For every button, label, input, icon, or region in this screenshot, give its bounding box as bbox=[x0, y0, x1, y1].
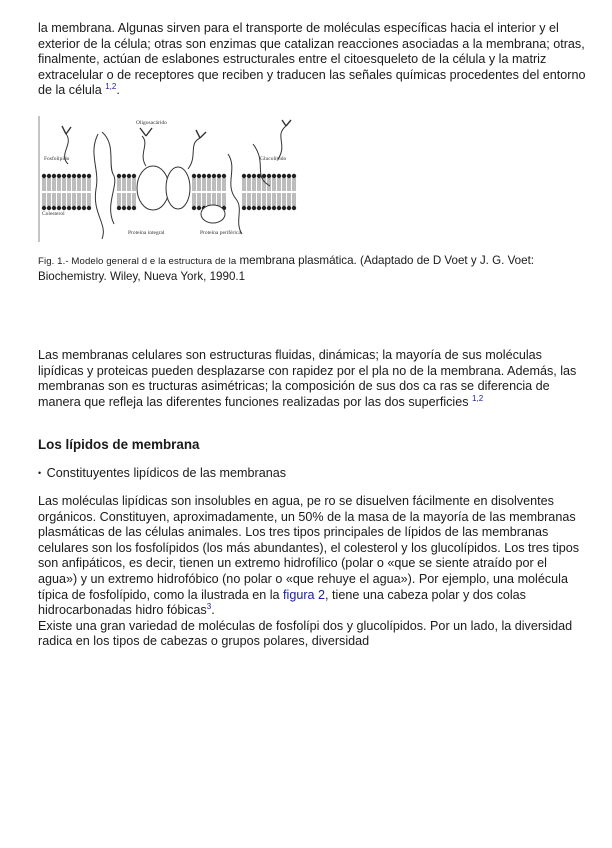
lipid-head bbox=[192, 206, 196, 210]
lipid-head bbox=[247, 174, 251, 178]
lipid-tail bbox=[123, 178, 125, 206]
lipid-head bbox=[62, 174, 66, 178]
lipid-tail bbox=[243, 178, 245, 206]
lipid-head bbox=[247, 206, 251, 210]
lipid-head bbox=[117, 174, 121, 178]
lipid-head bbox=[197, 206, 201, 210]
lipid-head bbox=[132, 174, 136, 178]
intro-reference[interactable]: 1,2 bbox=[105, 82, 117, 92]
figure-2-link[interactable]: figura 2 bbox=[283, 587, 326, 602]
lipid-head bbox=[277, 174, 281, 178]
lipid-tail bbox=[133, 178, 135, 206]
lipid-head bbox=[287, 174, 291, 178]
lipid-tail bbox=[253, 178, 255, 206]
lipid-head bbox=[57, 206, 61, 210]
integral-protein-label: Proteína integral bbox=[128, 230, 165, 236]
lipids-text-3: Existe una gran variedad de moléculas de fosfolípi dos y glucolípidos. Por un lado, la diversidad radica en los tipos de cabezas o grupos polares, diversidad bbox=[38, 618, 573, 649]
lipid-head bbox=[207, 174, 211, 178]
lipid-tail bbox=[53, 178, 55, 206]
lipid-tail bbox=[198, 178, 200, 206]
figure-caption bbox=[38, 254, 586, 284]
lipid-head bbox=[282, 174, 286, 178]
lipid-head bbox=[287, 206, 291, 210]
membranes-text: Las membranas celulares son estructuras fluidas, dinámicas; la mayoría de sus moléculas lipídicas y proteicas pueden desplazarse con rapidez por el pla no de la membrana. Además, las membranas son es tructuras asimétricas; la composición de sus dos ca ras se diferencia de manera que refleja las diferentes funciones realizadas por las dos superficies bbox=[38, 348, 577, 409]
lipid-head bbox=[42, 174, 46, 178]
lipid-head bbox=[67, 206, 71, 210]
lipid-head bbox=[72, 174, 76, 178]
lipid-tail bbox=[58, 178, 60, 206]
lipid-head bbox=[122, 206, 126, 210]
lipid-tail bbox=[78, 178, 80, 206]
membrane-figure bbox=[38, 114, 300, 248]
lipid-tail bbox=[193, 178, 195, 206]
lipid-head bbox=[267, 174, 271, 178]
lipids-text-2: , tiene una cabeza polar y dos colas hidrocarbonadas hidro fóbicas bbox=[38, 587, 526, 618]
lipid-head bbox=[267, 206, 271, 210]
lipid-tail bbox=[248, 178, 250, 206]
caption-rest: membrana plasmática. (Adaptado de D Voet y J. G. Voet: Biochemistry. Wiley, Nueva York, 1990.1 bbox=[38, 254, 535, 283]
lipid-tail bbox=[258, 178, 260, 206]
lipid-head bbox=[217, 174, 221, 178]
lipid-head bbox=[47, 174, 51, 178]
lipid-tail bbox=[278, 178, 280, 206]
oligosaccharide-label: Oligosacárido bbox=[136, 120, 167, 126]
lipid-head bbox=[262, 206, 266, 210]
lipid-head bbox=[257, 206, 261, 210]
bullet-text: Constituyentes lipídicos de las membranas bbox=[46, 466, 287, 480]
lipid-head bbox=[77, 206, 81, 210]
intro-end: . bbox=[116, 83, 120, 98]
lipid-tail bbox=[218, 178, 220, 206]
lipid-tail bbox=[88, 178, 90, 206]
lipid-tail bbox=[63, 178, 65, 206]
lipid-head bbox=[67, 174, 71, 178]
lipid-head bbox=[202, 174, 206, 178]
lipid-head bbox=[272, 206, 276, 210]
lipid-head bbox=[62, 206, 66, 210]
lipid-head bbox=[252, 174, 256, 178]
lipid-head bbox=[87, 174, 91, 178]
lipid-head bbox=[192, 174, 196, 178]
lipid-head bbox=[292, 174, 296, 178]
glycolipid-label: Glucolípido bbox=[260, 156, 287, 162]
section-heading: Los lípidos de membrana bbox=[38, 437, 200, 452]
lipid-head bbox=[132, 206, 136, 210]
lipid-tail bbox=[288, 178, 290, 206]
lipid-head bbox=[52, 206, 56, 210]
lipid-head bbox=[252, 206, 256, 210]
lipid-head bbox=[222, 174, 226, 178]
lipid-tail bbox=[118, 178, 120, 206]
lipid-tail bbox=[223, 178, 225, 206]
lipid-head bbox=[272, 174, 276, 178]
lipid-tail bbox=[43, 178, 45, 206]
lipid-head bbox=[72, 206, 76, 210]
lipid-head bbox=[77, 174, 81, 178]
lipid-head bbox=[42, 206, 46, 210]
lipid-head bbox=[117, 206, 121, 210]
lipid-tail bbox=[73, 178, 75, 206]
lipid-tail bbox=[213, 178, 215, 206]
caption-lead: Fig. 1.- Modelo general d e la estructura de la bbox=[38, 256, 237, 267]
lipid-head bbox=[47, 206, 51, 210]
lipid-tail bbox=[68, 178, 70, 206]
lipid-head bbox=[262, 174, 266, 178]
lipid-tail bbox=[203, 178, 205, 206]
lipid-head bbox=[122, 174, 126, 178]
lipid-tail bbox=[283, 178, 285, 206]
membranes-reference[interactable]: 1,2 bbox=[472, 393, 484, 403]
intro-text: la membrana. Algunas sirven para el transporte de moléculas específicas hacia el interior y el exterior de la célula; otras son enzimas que catalizan reacciones asociadas a la membrana; otras, finalmente, actúan de eslabones estructurales entre el citoesqueleto de la célula y la matriz extracelular o de receptores que reciben y traducen las señales químicas procedentes del entorno de la célula bbox=[38, 21, 586, 98]
lipid-head bbox=[52, 174, 56, 178]
lipid-head bbox=[292, 206, 296, 210]
lipid-head bbox=[282, 206, 286, 210]
lipid-tail bbox=[268, 178, 270, 206]
lipid-head bbox=[197, 174, 201, 178]
bullet-symbol: • bbox=[38, 468, 42, 478]
cholesterol-label: Colesterol bbox=[42, 211, 65, 217]
lipid-head bbox=[82, 206, 86, 210]
phospholipid-label: Fosfolípido bbox=[44, 156, 70, 162]
lipid-tail bbox=[83, 178, 85, 206]
lipids-end: . bbox=[211, 603, 215, 618]
lipid-head bbox=[212, 174, 216, 178]
membranes-paragraph bbox=[38, 348, 586, 410]
intro-paragraph bbox=[38, 21, 586, 99]
lipid-head bbox=[87, 206, 91, 210]
lipid-tail bbox=[273, 178, 275, 206]
lipid-head bbox=[127, 174, 131, 178]
lipid-head bbox=[82, 174, 86, 178]
lipid-tail bbox=[208, 178, 210, 206]
lipid-head bbox=[242, 174, 246, 178]
lipid-head bbox=[242, 206, 246, 210]
lipid-tail bbox=[128, 178, 130, 206]
lipid-head bbox=[57, 174, 61, 178]
lipid-tail bbox=[48, 178, 50, 206]
lipids-reference[interactable]: 3 bbox=[206, 601, 212, 611]
lipids-paragraph bbox=[38, 494, 586, 650]
lipids-text-1: Las moléculas lipídicas son insolubles en agua, pe ro se disuelven fácilmente en disolventes orgánicos. Constituyen, aproximadamente, un 50% de la masa de la mayoría de las membranas plasmáticas de las células animales. Los tres tipos principales de lípidos de las membranas celulares son los fosfolípidos (los más abundantes), el colesterol y los glucolípidos. Los tres tipos son anfipáticos, es decir, tienen un extremo hidrofílico (polar o «que se siente atraído por el agua») y un extremo hidrofóbico (no polar o «que rehuye el agua»). Por ejemplo, una molécula típica de fosfolípido, como la ilustrada en la bbox=[38, 494, 580, 602]
peripheral-protein-label: Proteína periférica bbox=[200, 230, 241, 236]
lipid-head bbox=[127, 206, 131, 210]
lipid-tail bbox=[293, 178, 295, 206]
bullet-item bbox=[38, 466, 286, 483]
lipid-head bbox=[277, 206, 281, 210]
